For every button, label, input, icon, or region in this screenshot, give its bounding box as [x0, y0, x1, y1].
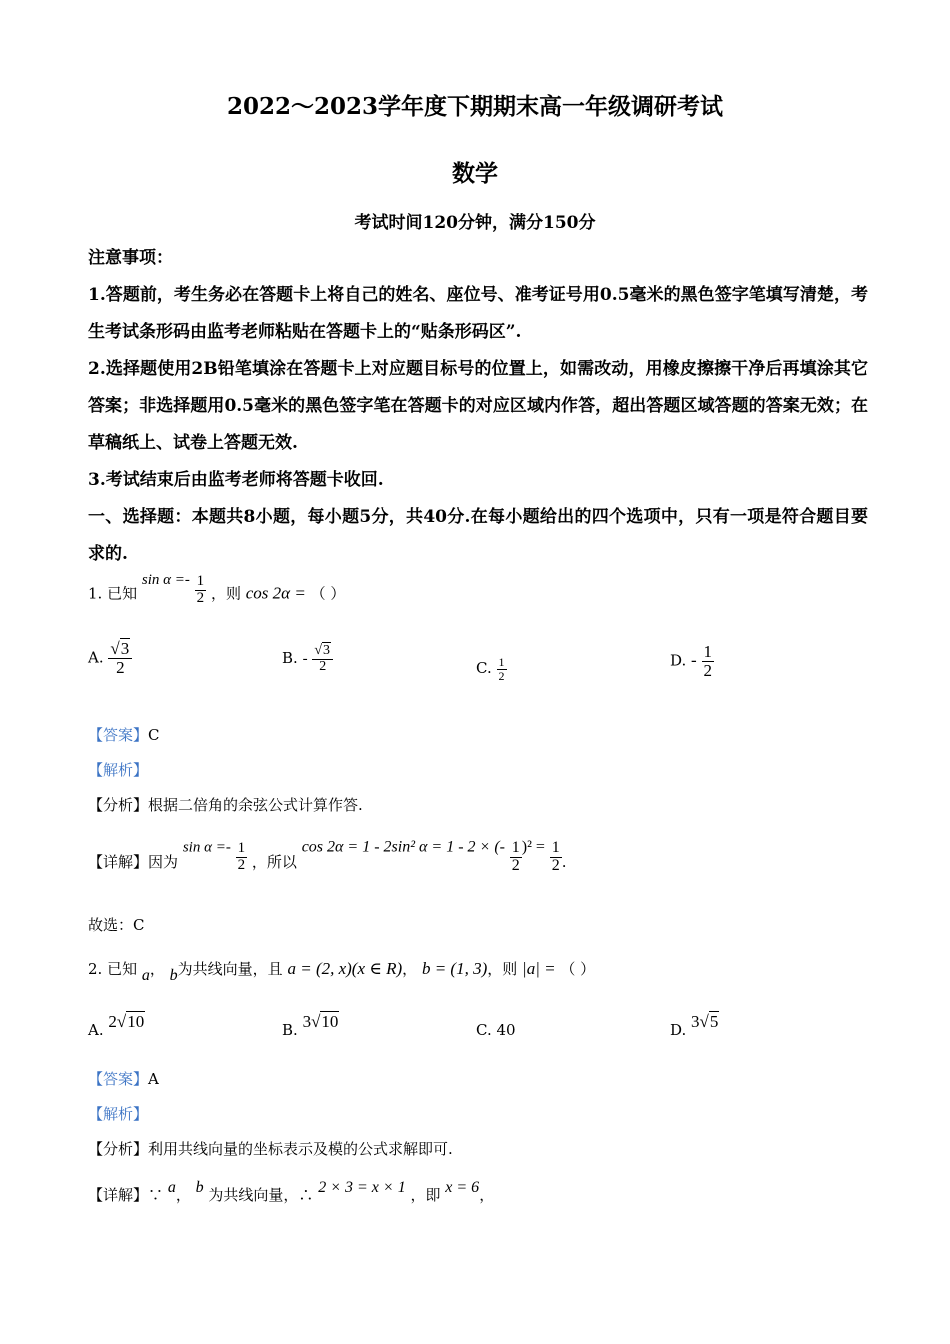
sqrt-symbol: √3: [110, 639, 130, 658]
q2-option-a[interactable]: A. 2√10: [88, 1012, 145, 1039]
q1-option-a[interactable]: A. $\frac{√3}{2}$: [88, 640, 132, 677]
q1-answer: 【答案】C: [88, 726, 160, 744]
fraction: $\frac{1}{2}$: [551, 839, 560, 874]
q2-option-c[interactable]: C. 40: [476, 1021, 516, 1039]
exam-title: 2022～2023学年度下期期末高一年级调研考试: [226, 93, 724, 120]
notes-item-3: 3.考试结束后由监考老师将答题卡收回.: [88, 470, 384, 490]
q2-answer: 【答案】A: [88, 1070, 159, 1088]
notes-heading: 注意事项：: [88, 248, 173, 268]
sqrt-symbol: √5: [699, 1012, 719, 1031]
subject-title: 数学: [452, 160, 498, 187]
section-1-heading: 一、选择题：本题共8小题，每小题5分，共40分.在每小题给出的四个选项中，只有一项是符合题目要求的.: [88, 507, 868, 564]
sqrt-symbol: √10: [116, 1012, 145, 1031]
fraction: $\frac{1}{2}$: [196, 573, 205, 606]
q2-option-d[interactable]: D. 3√5: [670, 1012, 719, 1039]
q1-fenxi: 【分析】根据二倍角的余弦公式计算作答.: [88, 796, 363, 814]
fraction: $\frac{1}{2}$: [703, 642, 712, 680]
notes-item-1: 1.答题前，考生务必在答题卡上将自己的姓名、座位号、准考证号用0.5毫米的黑色签字笔填写清楚，考生考试条形码由监考老师粘贴在答题卡上的“贴条形码区”.: [88, 285, 868, 342]
q2-option-b[interactable]: B. 3√10: [282, 1012, 339, 1039]
sqrt-symbol: √10: [311, 1012, 339, 1031]
q2-analysis-tag: 【解析】: [88, 1105, 149, 1123]
fraction: $\frac{√3}{2}$: [108, 640, 132, 677]
fraction: $\frac{1}{2}$: [498, 655, 505, 683]
fraction: $\frac{√3}{2}$: [312, 644, 333, 674]
exam-info: 考试时间120分钟，满分150分: [354, 213, 596, 233]
sqrt-symbol: √3: [314, 643, 331, 658]
q1-option-b[interactable]: B. - $\frac{√3}{2}$: [282, 644, 333, 674]
fraction: $\frac{1}{2}$: [511, 839, 520, 874]
q1-option-c[interactable]: C. $\frac{1}{2}$: [476, 655, 505, 683]
question-1-stem: 1. 已知 sin α =- $\frac{1}{2}$ ，则 cos 2α = （ ）: [88, 572, 346, 606]
question-2-stem: 2. 已知 a， b为共线向量，且 a = (2, x)(x ∈ R)， b = (1, 3)，则 |a| = （ ）: [88, 959, 596, 984]
q1-choice: 故选：C: [88, 916, 145, 934]
q2-fenxi: 【分析】利用共线向量的坐标表示及模的公式求解即可.: [88, 1140, 453, 1158]
fraction: $\frac{1}{2}$: [237, 840, 246, 873]
q1-option-d[interactable]: D. - $\frac{1}{2}$: [670, 642, 712, 680]
q1-analysis-tag: 【解析】: [88, 761, 149, 779]
notes-item-2: 2.选择题使用2B铅笔填涂在答题卡上对应题目标号的位置上，如需改动，用橡皮擦擦干净后再填涂其它答案；非选择题用0.5毫米的黑色签字笔在答题卡的对应区域内作答，超出答题区域答题的答案无效；在草稿纸上、试卷上答题无效.: [88, 359, 868, 453]
q2-detail: 【详解】∵ a， b 为共线向量，∴ 2 × 3 = x × 1 ，即 x = 6，: [88, 1179, 495, 1204]
q1-detail: 【详解】因为 sin α =- $\frac{1}{2}$ ，所以 cos 2α = 1 - 2sin² α = 1 - 2 × (- $\frac{1}{2}$ )² = $\frac{1}{2}$ .: [88, 838, 567, 874]
